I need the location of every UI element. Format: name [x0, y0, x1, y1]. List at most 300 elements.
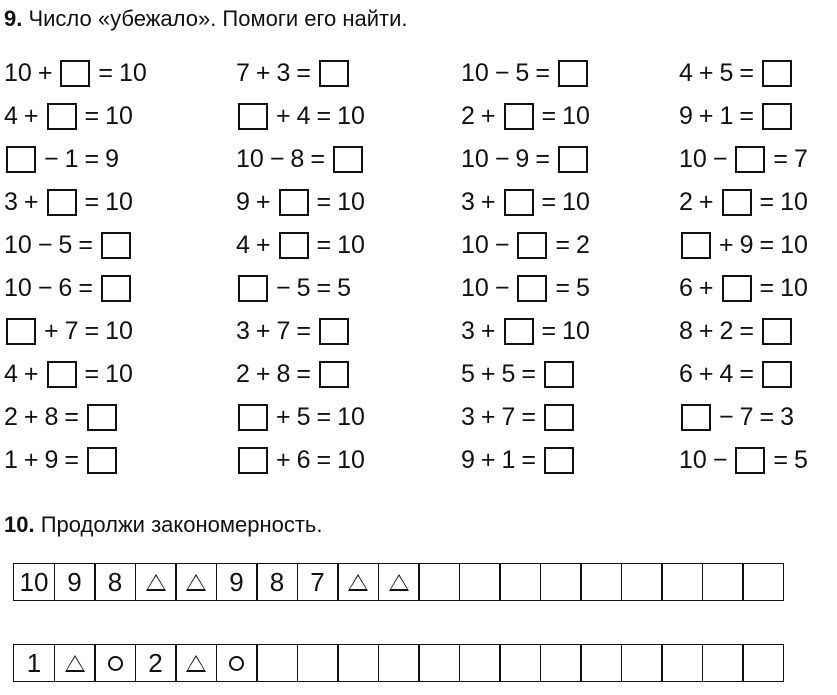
pattern-strip-2: [13, 644, 784, 682]
number: 5: [296, 403, 311, 431]
number: 3: [461, 403, 475, 431]
triangle-icon: [389, 574, 409, 591]
operator: +: [698, 360, 714, 388]
operator: +: [480, 360, 496, 388]
empty-pattern-cell[interactable]: [540, 563, 582, 601]
operator: −: [37, 231, 53, 259]
operator: −: [494, 59, 510, 87]
number: 10: [780, 274, 808, 302]
task9-number: 9.: [4, 6, 23, 31]
equation: [679, 267, 837, 310]
number: 9: [679, 102, 693, 130]
operator: =: [739, 360, 755, 388]
equation: [4, 52, 204, 95]
answer-box[interactable]: [87, 404, 117, 431]
number: 5: [515, 59, 530, 87]
number: 3: [276, 59, 291, 87]
number: 4: [296, 102, 311, 130]
equation: [461, 310, 661, 353]
answer-box[interactable]: [762, 361, 792, 388]
number: 4: [679, 59, 693, 87]
operator: =: [521, 403, 537, 431]
equation: [236, 396, 436, 439]
equation: [461, 267, 661, 310]
answer-box[interactable]: [517, 275, 547, 302]
equation: [461, 138, 661, 181]
number: 5: [461, 360, 475, 388]
number: 7: [236, 59, 250, 87]
number: 6: [58, 274, 73, 302]
number: 5: [337, 274, 352, 302]
operator: =: [84, 317, 100, 345]
pattern-cell[interactable]: [54, 644, 96, 682]
empty-pattern-cell[interactable]: [337, 644, 379, 682]
pattern-cell[interactable]: [135, 563, 177, 601]
number: 6: [679, 360, 693, 388]
number: 5: [576, 274, 590, 302]
operator: =: [316, 446, 332, 474]
operator: −: [44, 145, 59, 173]
task10-number: 10.: [4, 512, 35, 537]
number: 10: [236, 145, 264, 173]
empty-pattern-cell[interactable]: [499, 563, 541, 601]
empty-pattern-cell[interactable]: [499, 644, 541, 682]
number: 10: [780, 231, 808, 259]
operator: +: [255, 59, 271, 87]
pattern-cell[interactable]: [94, 644, 136, 682]
operator: +: [480, 188, 496, 216]
pattern-cell[interactable]: [378, 563, 420, 601]
operator: =: [84, 145, 100, 173]
number: 7: [276, 317, 291, 345]
equation: [679, 138, 837, 181]
number: 4: [719, 360, 734, 388]
operator: +: [698, 274, 714, 302]
operator: +: [255, 360, 271, 388]
operator: −: [37, 274, 53, 302]
equation: [461, 224, 661, 267]
operator: =: [739, 102, 755, 130]
equation: [461, 439, 661, 482]
operator: =: [84, 188, 100, 216]
pattern-strip-1: [13, 563, 784, 601]
answer-box[interactable]: [762, 318, 792, 345]
answer-box[interactable]: [279, 189, 309, 216]
equation-column-4: [679, 52, 837, 482]
answer-box[interactable]: [6, 146, 36, 173]
answer-box[interactable]: [504, 189, 534, 216]
operator: −: [712, 446, 728, 474]
empty-pattern-cell[interactable]: [742, 644, 784, 682]
operator: =: [541, 317, 557, 345]
number: 1: [64, 145, 79, 173]
operator: +: [480, 317, 496, 345]
number: 9: [105, 145, 120, 173]
number: 10: [337, 231, 365, 259]
operator: −: [494, 145, 510, 173]
equation: [4, 95, 204, 138]
answer-box[interactable]: [722, 189, 752, 216]
number: 8: [290, 145, 305, 173]
number: 3: [461, 188, 475, 216]
answer-box[interactable]: [544, 361, 574, 388]
equation: [4, 138, 204, 181]
operator: =: [773, 145, 789, 173]
task10-instruction: Продолжи закономерность.: [40, 512, 323, 537]
number: 10: [562, 317, 590, 345]
answer-box[interactable]: [333, 146, 363, 173]
number: 10: [461, 59, 489, 87]
number: 4: [236, 231, 250, 259]
answer-box[interactable]: [762, 103, 792, 130]
equation: [4, 224, 204, 267]
number: 9: [461, 446, 475, 474]
operator: +: [276, 446, 291, 474]
number: 10: [780, 188, 808, 216]
equation: [679, 95, 837, 138]
number: 10: [337, 188, 365, 216]
equation: [461, 181, 661, 224]
answer-box[interactable]: [47, 103, 77, 130]
task9-instruction: Число «убежало». Помоги его найти.: [28, 6, 408, 31]
number: 3: [4, 188, 18, 216]
pattern-cell[interactable]: [54, 563, 96, 601]
triangle-icon: [186, 574, 206, 591]
number: 9: [236, 188, 250, 216]
operator: =: [78, 231, 93, 259]
triangle-icon: [186, 655, 206, 672]
number: 7: [64, 317, 79, 345]
operator: +: [23, 102, 39, 130]
number: 1: [719, 102, 734, 130]
operator: =: [541, 102, 557, 130]
operator: =: [296, 317, 312, 345]
number: 10: [562, 188, 590, 216]
number: 9: [44, 446, 59, 474]
pattern-cell[interactable]: [13, 644, 55, 682]
equation: [4, 267, 204, 310]
operator: =: [316, 403, 332, 431]
empty-pattern-cell[interactable]: [418, 563, 460, 601]
operator: =: [310, 145, 325, 173]
number: 5: [58, 231, 73, 259]
answer-box[interactable]: [544, 447, 574, 474]
answer-box[interactable]: [504, 318, 534, 345]
answer-box[interactable]: [319, 361, 349, 388]
pattern-cell[interactable]: [135, 644, 177, 682]
answer-box[interactable]: [238, 447, 268, 474]
pattern-number: 1: [26, 647, 42, 678]
operator: −: [494, 274, 510, 302]
answer-box[interactable]: [722, 275, 752, 302]
number: 10: [119, 59, 147, 87]
answer-box[interactable]: [101, 232, 131, 259]
pattern-cell[interactable]: [337, 563, 379, 601]
number: 10: [4, 231, 32, 259]
pattern-number: 8: [107, 566, 123, 597]
answer-box[interactable]: [238, 404, 268, 431]
empty-pattern-cell[interactable]: [742, 563, 784, 601]
operator: =: [535, 59, 550, 87]
number: 10: [337, 446, 365, 474]
number: 5: [794, 446, 808, 474]
triangle-icon: [146, 574, 166, 591]
operator: =: [759, 403, 775, 431]
pattern-number: 9: [229, 566, 244, 597]
number: 10: [461, 145, 489, 173]
number: 7: [501, 403, 516, 431]
circle-icon: [229, 656, 244, 671]
circle-icon: [108, 656, 123, 671]
number: 2: [461, 102, 475, 130]
operator: =: [535, 145, 550, 173]
answer-box[interactable]: [762, 60, 792, 87]
empty-pattern-cell[interactable]: [418, 644, 460, 682]
equation: [679, 310, 837, 353]
number: 3: [780, 403, 795, 431]
number: 2: [236, 360, 250, 388]
operator: +: [255, 317, 271, 345]
operator: +: [698, 59, 714, 87]
pattern-cell[interactable]: [297, 563, 339, 601]
number: 10: [679, 145, 707, 173]
operator: =: [759, 274, 775, 302]
equation: [4, 181, 204, 224]
pattern-number: 8: [269, 566, 285, 597]
operator: +: [255, 231, 271, 259]
empty-pattern-cell[interactable]: [459, 563, 501, 601]
number: 4: [4, 360, 18, 388]
equation: [461, 95, 661, 138]
equation: [461, 52, 661, 95]
answer-box[interactable]: [558, 60, 588, 87]
pattern-cell[interactable]: [175, 644, 217, 682]
equation: [236, 52, 436, 95]
pattern-cell[interactable]: [13, 563, 55, 601]
equation: [4, 396, 204, 439]
operator: −: [712, 145, 728, 173]
pattern-number: 2: [148, 647, 163, 678]
operator: +: [698, 188, 714, 216]
number: 8: [44, 403, 59, 431]
number: 5: [501, 360, 516, 388]
number: 7: [739, 403, 754, 431]
empty-pattern-cell[interactable]: [661, 644, 703, 682]
answer-box[interactable]: [238, 275, 268, 302]
operator: −: [494, 231, 510, 259]
answer-box[interactable]: [319, 318, 349, 345]
number: 10: [105, 360, 133, 388]
operator: =: [555, 274, 571, 302]
number: 3: [461, 317, 475, 345]
answer-box[interactable]: [517, 232, 547, 259]
answer-box[interactable]: [735, 447, 765, 474]
answer-box[interactable]: [279, 232, 309, 259]
answer-box[interactable]: [319, 60, 349, 87]
operator: =: [316, 274, 332, 302]
pattern-cell[interactable]: [216, 563, 258, 601]
number: 10: [105, 188, 133, 216]
number: 2: [719, 317, 734, 345]
empty-pattern-cell[interactable]: [459, 644, 501, 682]
number: 10: [337, 102, 365, 130]
answer-box[interactable]: [735, 146, 765, 173]
operator: −: [269, 145, 285, 173]
empty-pattern-cell[interactable]: [621, 563, 663, 601]
operator: =: [759, 231, 775, 259]
empty-pattern-cell[interactable]: [702, 563, 744, 601]
number: 8: [276, 360, 291, 388]
number: 10: [562, 102, 590, 130]
answer-box[interactable]: [504, 103, 534, 130]
operator: =: [64, 446, 80, 474]
task9-heading: [4, 6, 408, 32]
operator: =: [739, 59, 755, 87]
operator: +: [276, 403, 291, 431]
empty-pattern-cell[interactable]: [702, 644, 744, 682]
operator: =: [739, 317, 755, 345]
equation: [236, 353, 436, 396]
equation: [461, 396, 661, 439]
empty-pattern-cell[interactable]: [256, 644, 298, 682]
equation: [679, 353, 837, 396]
answer-box[interactable]: [60, 60, 90, 87]
number: 9: [515, 145, 530, 173]
operator: +: [44, 317, 59, 345]
number: 10: [105, 102, 133, 130]
operator: =: [78, 274, 93, 302]
equation: [236, 181, 436, 224]
number: 10: [461, 231, 489, 259]
operator: =: [316, 231, 332, 259]
number: 5: [296, 274, 311, 302]
answer-box[interactable]: [558, 146, 588, 173]
operator: =: [555, 231, 571, 259]
empty-pattern-cell[interactable]: [661, 563, 703, 601]
equation: [679, 224, 837, 267]
empty-pattern-cell[interactable]: [621, 644, 663, 682]
answer-box[interactable]: [681, 404, 711, 431]
pattern-cell[interactable]: [175, 563, 217, 601]
operator: =: [296, 360, 312, 388]
number: 10: [461, 274, 489, 302]
pattern-cell[interactable]: [256, 563, 298, 601]
operator: −: [719, 403, 734, 431]
operator: =: [521, 360, 537, 388]
operator: +: [23, 446, 39, 474]
operator: +: [698, 317, 714, 345]
operator: =: [773, 446, 789, 474]
equation: [679, 181, 837, 224]
pattern-number: 9: [67, 566, 82, 597]
equation: [4, 439, 204, 482]
answer-box[interactable]: [6, 318, 36, 345]
equation: [461, 353, 661, 396]
pattern-cell[interactable]: [94, 563, 136, 601]
operator: =: [759, 188, 775, 216]
operator: +: [480, 403, 496, 431]
task10-heading: [4, 512, 323, 538]
equation: [236, 138, 436, 181]
number: 6: [296, 446, 311, 474]
answer-box[interactable]: [544, 404, 574, 431]
answer-box[interactable]: [681, 232, 711, 259]
answer-box[interactable]: [47, 189, 77, 216]
operator: +: [37, 59, 53, 87]
empty-pattern-cell[interactable]: [580, 644, 622, 682]
operator: +: [23, 360, 39, 388]
empty-pattern-cell[interactable]: [540, 644, 582, 682]
triangle-icon: [348, 574, 368, 591]
number: 3: [236, 317, 250, 345]
number: 2: [679, 188, 693, 216]
answer-box[interactable]: [47, 361, 77, 388]
operator: +: [480, 102, 496, 130]
answer-box[interactable]: [87, 447, 117, 474]
equation: [236, 267, 436, 310]
operator: +: [255, 188, 271, 216]
equation: [4, 310, 204, 353]
answer-box[interactable]: [238, 103, 268, 130]
operator: +: [698, 102, 714, 130]
number: 10: [4, 274, 32, 302]
number: 9: [739, 231, 754, 259]
number: 2: [4, 403, 18, 431]
equation-column-2: [236, 52, 436, 482]
number: 4: [4, 102, 18, 130]
equation: [679, 439, 837, 482]
pattern-cell[interactable]: [216, 644, 258, 682]
answer-box[interactable]: [101, 275, 131, 302]
equation: [679, 396, 837, 439]
operator: =: [541, 188, 557, 216]
number: 8: [679, 317, 693, 345]
number: 2: [576, 231, 590, 259]
pattern-number: 7: [310, 566, 325, 597]
empty-pattern-cell[interactable]: [378, 644, 420, 682]
operator: =: [316, 188, 332, 216]
operator: =: [98, 59, 114, 87]
operator: +: [23, 403, 39, 431]
equation: [236, 95, 436, 138]
number: 5: [719, 59, 734, 87]
equation: [236, 439, 436, 482]
equation-column-1: [4, 52, 204, 482]
operator: +: [23, 188, 39, 216]
operator: +: [719, 231, 734, 259]
number: 1: [501, 446, 516, 474]
pattern-number: 10: [19, 566, 49, 597]
operator: −: [276, 274, 291, 302]
equation: [236, 310, 436, 353]
operator: +: [480, 446, 496, 474]
empty-pattern-cell[interactable]: [580, 563, 622, 601]
equation: [4, 353, 204, 396]
equation: [236, 224, 436, 267]
operator: =: [84, 102, 100, 130]
equation-column-3: [461, 52, 661, 482]
number: 10: [337, 403, 365, 431]
number: 10: [105, 317, 133, 345]
operator: =: [84, 360, 100, 388]
number: 10: [679, 446, 707, 474]
empty-pattern-cell[interactable]: [297, 644, 339, 682]
operator: =: [64, 403, 80, 431]
operator: +: [276, 102, 291, 130]
number: 10: [4, 59, 32, 87]
equation: [679, 52, 837, 95]
number: 1: [4, 446, 18, 474]
